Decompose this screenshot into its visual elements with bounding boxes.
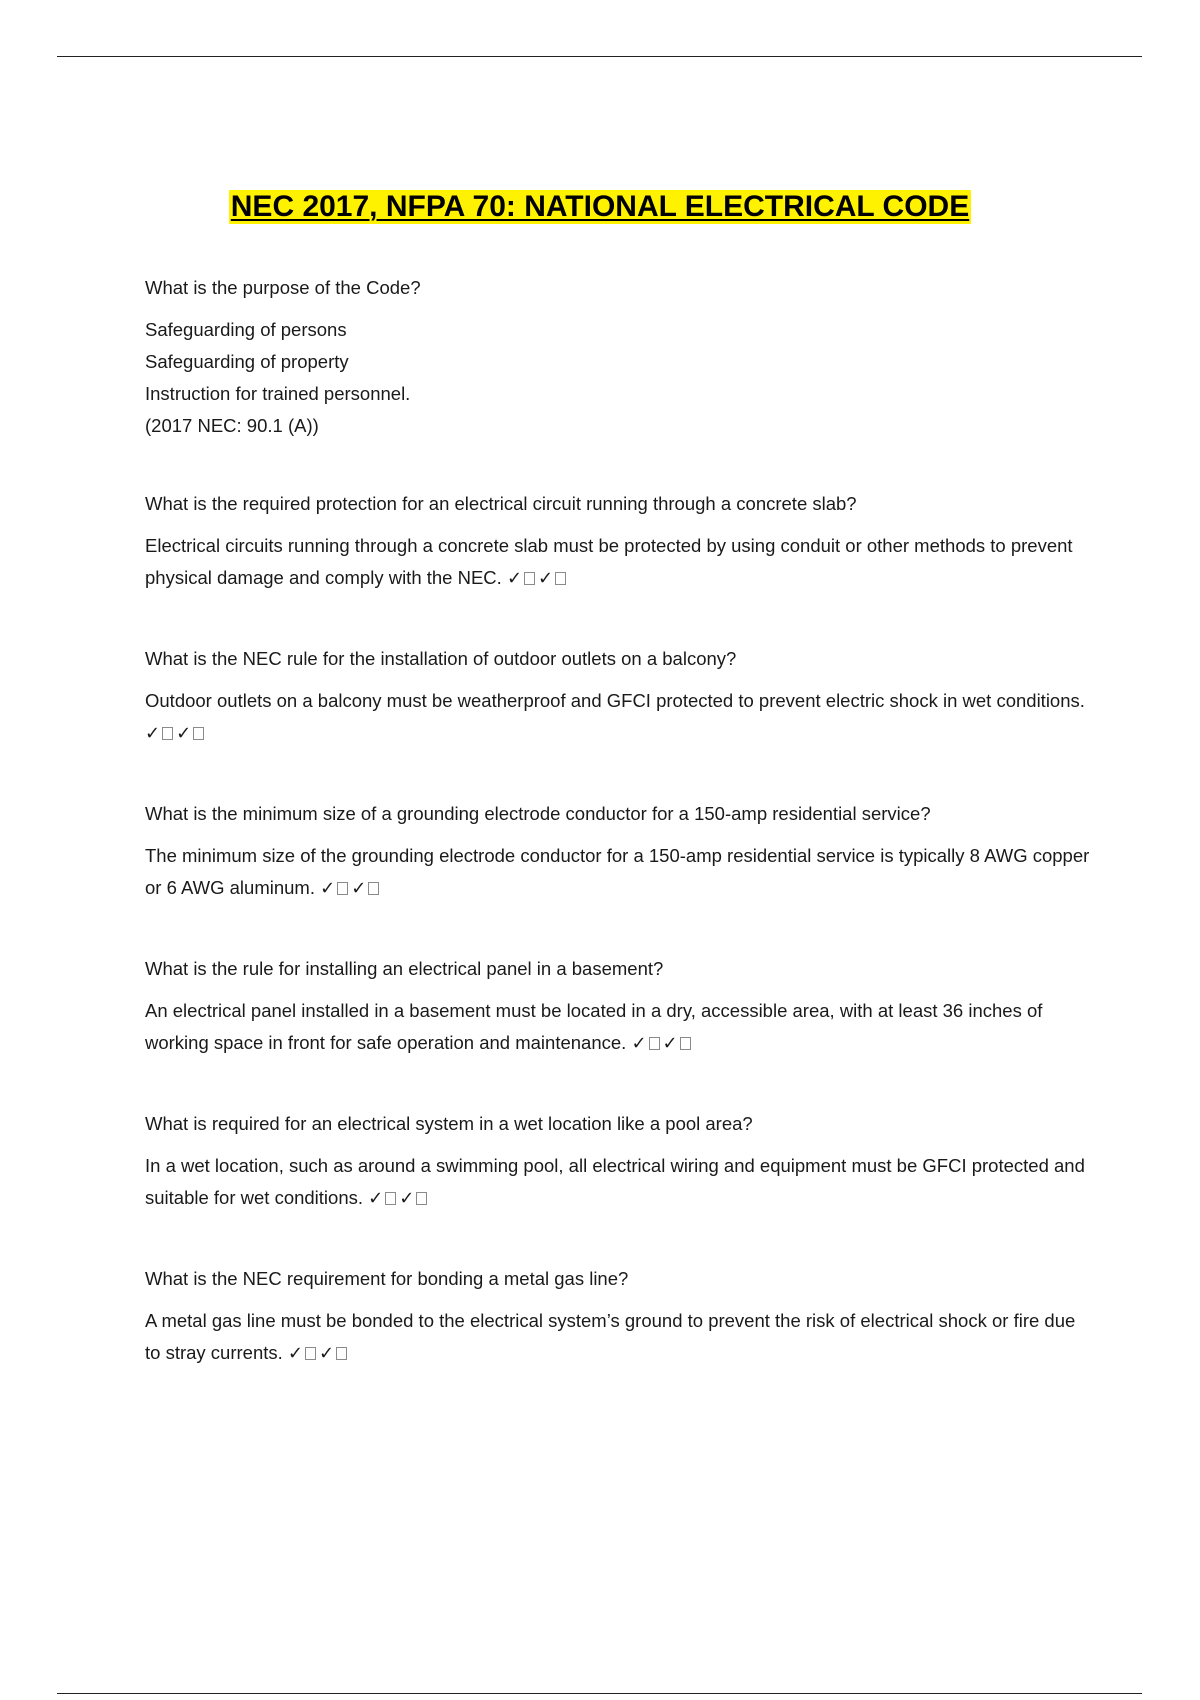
question-text: What is the required protection for an electrical circuit running through a concrete slab? [145,493,857,514]
qa-item [145,798,1090,905]
answer-text: In a wet location, such as around a swimming pool, all electrical wiring and equipment must be GFCI protected and suitable for wet conditions. ✓ ✓ [145,1155,1085,1209]
title-container [0,190,1200,224]
check-marks-icon: ✓ ✓ [507,567,569,588]
check-marks-icon: ✓ ✓ [368,1187,430,1208]
question-text: What is the minimum size of a grounding electrode conductor for a 150-amp residential service? [145,803,931,824]
qa-item [145,1263,1090,1370]
answer-text: The minimum size of the grounding electrode conductor for a 150-amp residential service is typically 8 AWG copper or 6 AWG aluminum. ✓ ✓ [145,845,1090,899]
answer-text: Outdoor outlets on a balcony must be weatherproof and GFCI protected to prevent electric shock in wet conditions. ✓ ✓ [145,690,1085,744]
answer-text: Safeguarding of persons Safeguarding of property Instruction for trained personnel. (2017 NEC: 90.1 (A)) [145,319,411,436]
question-text: What is the NEC rule for the installation of outdoor outlets on a balcony? [145,648,737,669]
check-marks-icon: ✓ ✓ [320,877,382,898]
check-marks-icon: ✓ ✓ [288,1342,350,1363]
bottom-rule [57,1693,1142,1694]
answer-text: A metal gas line must be bonded to the electrical system’s ground to prevent the risk of electrical shock or fire due to stray currents. ✓ ✓ [145,1310,1076,1364]
check-marks-icon: ✓ ✓ [145,722,207,743]
check-marks-icon: ✓ ✓ [631,1032,693,1053]
top-rule [57,56,1142,57]
page-title: NEC 2017, NFPA 70: NATIONAL ELECTRICAL CODE [230,190,970,223]
qa-item [145,272,1090,442]
qa-item [145,1108,1090,1215]
answer-text: An electrical panel installed in a basement must be located in a dry, accessible area, with at least 36 inches of working space in front for safe operation and maintenance. ✓ ✓ [145,1000,1043,1054]
question-text: What is required for an electrical system in a wet location like a pool area? [145,1113,753,1134]
qa-list [145,272,1090,1370]
qa-item [145,643,1090,750]
qa-item [145,953,1090,1060]
qa-item [145,488,1090,595]
question-text: What is the NEC requirement for bonding a metal gas line? [145,1268,629,1289]
question-text: What is the rule for installing an electrical panel in a basement? [145,958,664,979]
answer-text: Electrical circuits running through a concrete slab must be protected by using conduit or other methods to prevent physical damage and comply with the NEC. ✓ ✓ [145,535,1073,589]
question-text: What is the purpose of the Code? [145,277,421,298]
